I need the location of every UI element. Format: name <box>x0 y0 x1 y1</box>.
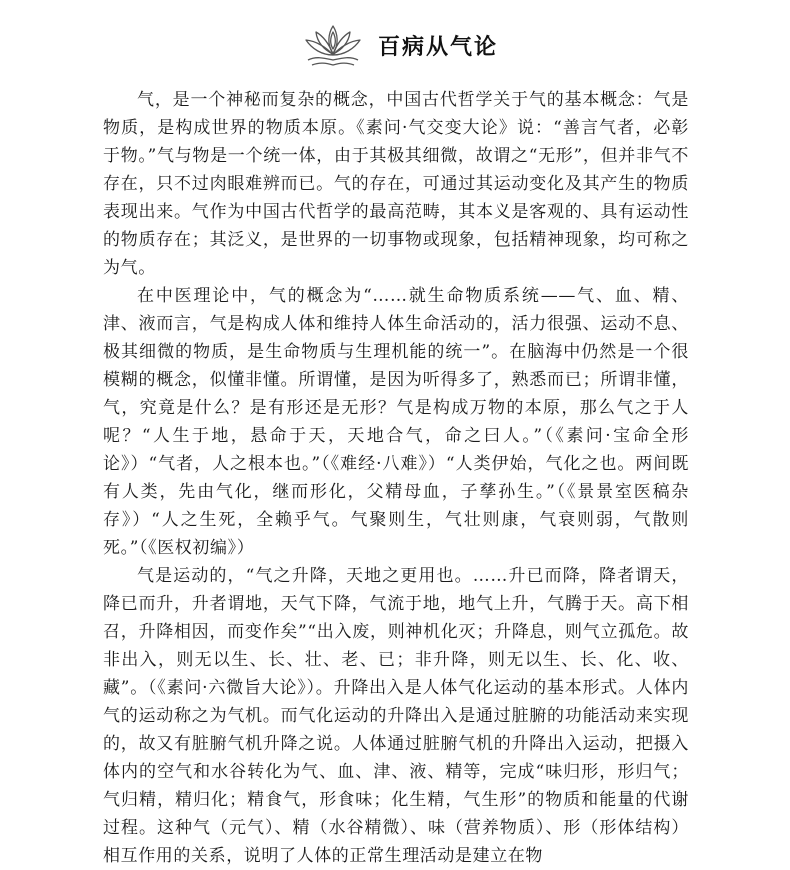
body-text <box>103 86 689 870</box>
paragraph-1: 气，是一个神秘而复杂的概念，中国古代哲学关于气的基本概念：气是物质，是构成世界的物质本原。《素问·气交变大论》说：“善言气者，必彰于物。”气与物是一个统一体，由于其极其细微，故谓之“无形”，但并非气不存在，只不过肉眼难辨而已。气的存在，可通过其运动变化及其产生的物质表现出来。气作为中国古代哲学的最高范畴，其本义是客观的、具有运动性的物质存在；其泛义，是世界的一切事物或现象，包括精神现象，均可称之为气。 <box>103 90 689 278</box>
lotus-emblem-icon <box>302 22 364 68</box>
paragraph-3: 气是运动的，“气之升降，天地之更用也。……升已而降，降者谓天，降已而升，升者谓地，天气下降，气流于地，地气上升，气腾于天。高下相召，升降相因，而变作矣”“出入废，则神机化灭；升降息，则气立孤危。故非出入，则无以生、长、壮、老、已；非升降，则无以生、长、化、收、藏”。（《素问·六微旨大论》）。升降出入是人体气化运动的基本形式。人体内气的运动称之为气机。而气化运动的升降出入是通过脏腑的功能活动来实现的，故又有脏腑气机升降之说。人体通过脏腑气机的升降出入运动，把摄入体内的空气和水谷转化为气、血、津、液、精等，完成“味归形，形归气；气归精，精归化；精食气，形食味；化生精，气生形”的物质和能量的代谢过程。这种气（元气）、精（水谷精微）、味（营养物质）、形（形体结构）相互作用的关系，说明了人体的正常生理活动是建立在物 <box>103 566 689 866</box>
page-title: 百病从气论 <box>378 35 499 60</box>
paragraph-2: 在中医理论中，气的概念为“……就生命物质系统——气、血、精、津、液而言，气是构成人体和维持人体生命活动的，活力很强、运动不息、极其细微的物质，是生命物质与生理机能的统一”。在脑海中仍然是一个很模糊的概念，似懂非懂。所谓懂，是因为听得多了，熟悉而已；所谓非懂，气，究竟是什么？是有形还是无形？气是构成万物的本原，那么气之于人呢？“人生于地，悬命于天，天地合气，命之曰人。”（《素问·宝命全形论》）“气者，人之根本也。”（《难经·八难》）“人类伊始，气化之也。两间既有人类，先由气化，继而形化，父精母血，子孳孙生。”（《景景室医稿杂存》）“人之生死，全赖乎气。气聚则生，气壮则康，气衰则弱，气散则死。”（《医权初编》） <box>103 286 689 558</box>
page-header <box>0 18 790 70</box>
